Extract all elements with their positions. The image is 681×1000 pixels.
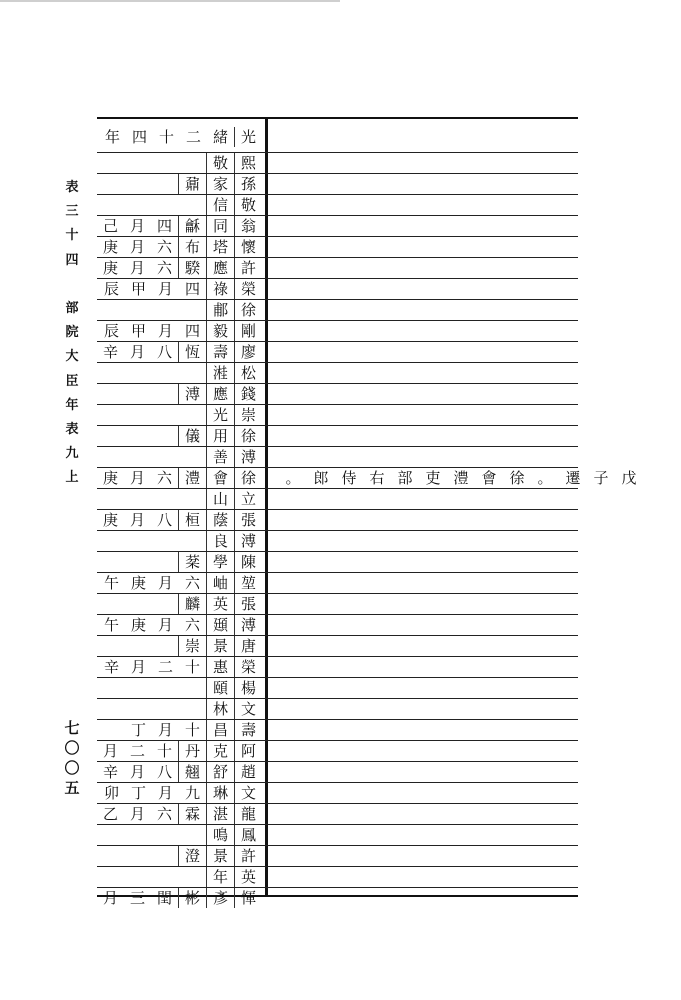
table-row — [97, 258, 578, 279]
scan-edge-line — [0, 0, 340, 2]
minister-entry: 林 文 — [206, 699, 262, 719]
table-row — [97, 237, 578, 258]
minister-entry: 庚 月 六 布 塔 懷 — [97, 237, 262, 257]
minister-entry: 棻 學 陳 — [178, 552, 262, 572]
table-row — [97, 825, 578, 846]
minister-entry: 辛 月 八 恆 壽 廖 — [97, 342, 262, 362]
minister-entry: 午 庚 月 六 岫 堃 — [98, 573, 262, 593]
minister-entry: 溎 松 — [206, 363, 262, 383]
minister-entry: 崇 景 唐 — [178, 636, 262, 656]
table-row — [97, 468, 637, 489]
minister-entry: 辛 月 八 翹 舒 趙 — [97, 762, 262, 782]
header-row — [97, 117, 578, 153]
page-number-char: 五 — [64, 779, 80, 797]
minister-table — [97, 117, 637, 907]
minister-entry: 月 三 閏 彬 彥 惲 — [97, 888, 262, 908]
side-title-char: 部 — [65, 301, 79, 317]
side-title — [58, 176, 86, 491]
side-title-char — [58, 273, 86, 297]
minister-entry: 庚 月 六 騤 應 許 — [97, 258, 262, 278]
minister-entry: 庚 月 八 桓 蔭 張 — [97, 510, 262, 530]
table-row — [97, 699, 578, 720]
table-row — [97, 531, 578, 552]
table-row — [97, 741, 578, 762]
minister-entry: 丁 月 十 昌 壽 — [125, 720, 262, 740]
minister-entry: 辛 月 二 十 惠 榮 — [98, 657, 262, 677]
table-row — [97, 384, 578, 405]
table-row — [97, 594, 578, 615]
minister-entry: 年 英 — [206, 867, 262, 887]
side-title-char: 四 — [65, 252, 79, 268]
table-row — [97, 783, 578, 804]
table-row — [97, 615, 578, 636]
minister-entry: 山 立 — [206, 489, 262, 509]
minister-entry: 溥 應 錢 — [178, 384, 262, 404]
page-number — [58, 718, 86, 798]
minister-entry: 鼐 家 孫 — [178, 174, 262, 194]
table-row — [97, 510, 578, 531]
minister-entry: 良 溥 — [206, 531, 262, 551]
table-row — [97, 846, 578, 867]
table-row — [97, 195, 578, 216]
table-row — [97, 405, 578, 426]
table-row — [97, 804, 578, 825]
minister-entry: 郙 徐 — [206, 300, 262, 320]
side-title-char: 年 — [65, 397, 79, 413]
minister-entry: 卯 丁 月 九 琳 文 — [98, 783, 262, 803]
page-number-char: 七 — [64, 719, 80, 737]
side-title-char: 表 — [65, 180, 79, 195]
side-title-char: 表 — [65, 422, 79, 438]
table-row — [97, 174, 578, 195]
table-row — [97, 762, 578, 783]
reign-year: 年 四 十 二 緒 光 — [99, 127, 262, 147]
table-row — [97, 342, 578, 363]
minister-entry: 善 溥 — [206, 447, 262, 467]
minister-entry: 麟 英 張 — [178, 594, 262, 614]
table-row — [97, 720, 578, 741]
table-row — [97, 489, 578, 510]
table-row — [97, 867, 578, 888]
minister-entry: 乙 月 六 霖 湛 龍 — [97, 804, 262, 824]
table-row — [97, 321, 578, 342]
table-row — [97, 888, 578, 909]
minister-entry: 辰 甲 月 四 毅 剛 — [98, 321, 262, 341]
side-title-char: 九 — [65, 446, 79, 462]
minister-entry: 澄 景 許 — [178, 846, 262, 866]
minister-entry: 鳴 鳳 — [206, 825, 262, 845]
table-row — [97, 279, 578, 300]
side-title-char: 上 — [65, 470, 79, 486]
minister-entry: 月 二 十 丹 克 阿 — [97, 741, 262, 761]
table-row — [97, 426, 578, 447]
table-row — [97, 636, 578, 657]
table-row — [97, 657, 578, 678]
minister-entry: 敬 熙 — [206, 153, 262, 173]
minister-entry: 午 庚 月 六 頲 溥 — [98, 615, 262, 635]
page-number-char: 〇 — [64, 739, 80, 757]
table-row — [97, 216, 578, 237]
side-title-char: 三 — [65, 204, 79, 220]
table-row — [97, 153, 578, 174]
row-note: 。 郎 侍 右 部 吏 澧 會 徐 。 遷 子 戊 — [285, 469, 637, 487]
side-title-char: 院 — [65, 325, 79, 341]
side-title-char: 臣 — [65, 373, 79, 389]
table-row — [97, 447, 578, 468]
minister-entry: 庚 月 六 澧 會 徐 — [97, 468, 262, 488]
table-row — [97, 552, 578, 573]
page-number-char: 〇 — [64, 759, 80, 777]
minister-entry: 頤 楊 — [206, 678, 262, 698]
minister-entry: 光 崇 — [206, 405, 262, 425]
side-title-char: 十 — [65, 228, 79, 244]
side-title-char: 大 — [65, 349, 79, 365]
table-row — [97, 300, 578, 321]
minister-entry: 信 敬 — [206, 195, 262, 215]
minister-entry: 辰 甲 月 四 祿 榮 — [98, 279, 262, 299]
table-row — [97, 573, 578, 594]
table-row — [97, 363, 578, 384]
minister-entry: 己 月 四 龢 同 翁 — [97, 216, 262, 236]
minister-entry: 儀 用 徐 — [178, 426, 262, 446]
table-row — [97, 678, 578, 699]
